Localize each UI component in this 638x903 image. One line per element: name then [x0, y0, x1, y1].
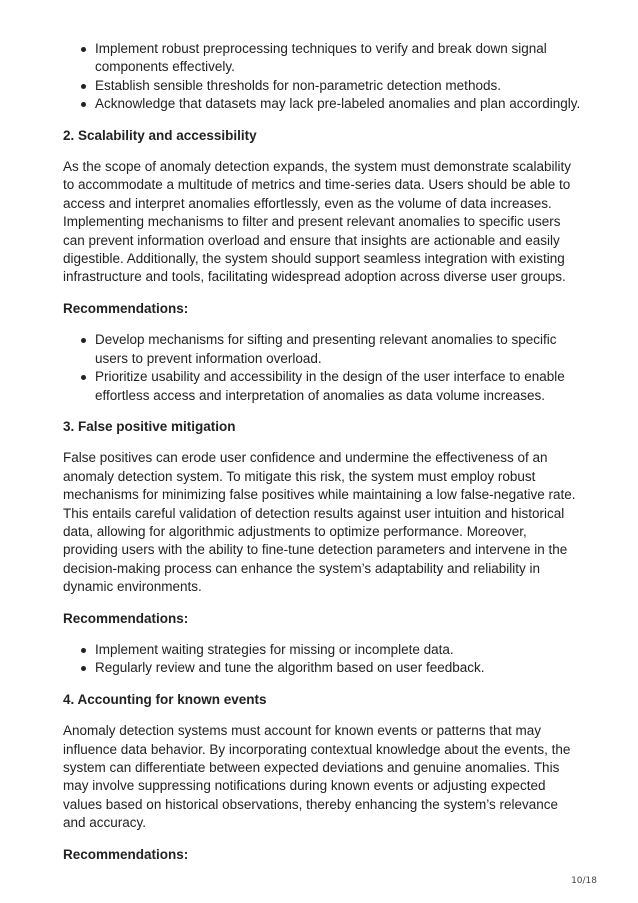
page-number: 10/18	[571, 876, 597, 886]
section-heading-known-events: 4. Accounting for known events	[63, 691, 267, 707]
recommendations-label: Recommendations:	[63, 300, 189, 316]
list-item: Regularly review and tune the algorithm based on user feedback.	[95, 659, 581, 677]
list-item: Implement waiting strategies for missing or incomplete data.	[95, 641, 581, 659]
recommendations-label: Recommendations:	[63, 610, 189, 626]
recommendations-label: Recommendations:	[63, 846, 189, 862]
recommendations-list-scalability	[63, 331, 581, 405]
section-body-false-positive: False positives can erode user confidence and undermine the effectiveness of an anomaly detection system. To mitigate this risk, the system must employ robust mechanisms for minimizing false positives while maintaining a low false-negative rate. This entails careful validation of detection results against user intuition and historical data, allowing for algorithmic adjustments to optimize performance. Moreover, providing users with the ability to fine-tune detection parameters and intervene in the decision-making process can enhance the system’s adaptability and reliability in dynamic environments.	[63, 450, 576, 595]
list-item: Prioritize usability and accessibility in the design of the user interface to enable effortless access and interpretation of anomalies as data volume increases.	[95, 368, 581, 405]
page-content	[63, 40, 581, 864]
section-body-scalability: As the scope of anomaly detection expands, the system must demonstrate scalability to accommodate a multitude of metrics and time-series data. Users should be able to access and interpret anomalies effortlessly, even as the volume of data increases. Implementing mechanisms to filter and present relevant anomalies to specific users can prevent information overload and ensure that insights are actionable and easily digestible. Additionally, the system should support seamless integration with existing infrastructure and tools, facilitating widespread adoption across diverse user groups.	[63, 159, 572, 285]
section-body-known-events: Anomaly detection systems must account for known events or patterns that may influence data behavior. By incorporating contextual knowledge about the events, the system can differentiate between expected deviations and genuine anomalies. This may involve suppressing notifications during known events or adjusting expected values based on historical observations, thereby enhancing the system’s relevance and accuracy.	[63, 723, 571, 831]
section-heading-scalability: 2. Scalability and accessibility	[63, 127, 257, 143]
intro-bullet-list	[63, 40, 581, 114]
section-heading-false-positive: 3. False positive mitigation	[63, 418, 236, 434]
list-item: Establish sensible thresholds for non-parametric detection methods.	[95, 77, 581, 95]
list-item: Implement robust preprocessing techniques to verify and break down signal components effectively.	[95, 40, 581, 77]
recommendations-list-false-positive	[63, 641, 581, 678]
list-item: Acknowledge that datasets may lack pre-labeled anomalies and plan accordingly.	[95, 95, 581, 113]
list-item: Develop mechanisms for sifting and presenting relevant anomalies to specific users to prevent information overload.	[95, 331, 581, 368]
